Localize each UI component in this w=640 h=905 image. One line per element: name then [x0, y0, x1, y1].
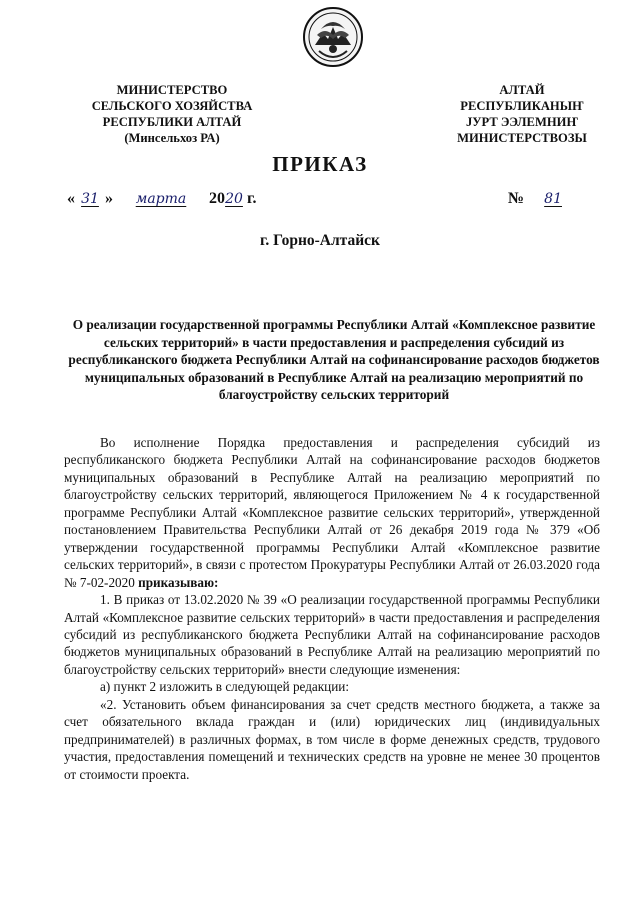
order-number-label: №: [508, 190, 525, 207]
header-right-line-1: АЛТАЙ: [499, 83, 545, 97]
date-month: марта: [135, 191, 187, 207]
date-year-suffix: 20: [225, 191, 243, 207]
order-number: [508, 190, 578, 208]
header-left-line-1: МИНИСТЕРСТВО: [116, 83, 228, 97]
header-right-line-4: МИНИСТЕРСТВОЗЫ: [457, 131, 587, 145]
date-year-prefix: 20: [209, 190, 225, 207]
body-paragraph-item-1: 1. В приказ от 13.02.2020 № 39 «О реализации государственной программы Республики Алтай «Комплексное развитие сельских территорий» в части предоставления и распределения субсидий из республиканского бюджета Республики Алтай на софинансирование расходов бюджетов муниципальных образований в Республике Алтай на реализацию мероприятий по благоустройству сельских территорий» внести следующие изменения:: [64, 592, 600, 677]
order-command: приказываю:: [138, 574, 219, 590]
date-open-quote: «: [67, 190, 75, 207]
header-right-line-2: РЕСПУБЛИКАНЫҤ: [460, 99, 584, 113]
body-paragraph-preamble: [64, 434, 600, 591]
preamble-text: Во исполнение Порядка предоставления и распределения субсидий из республиканского бюджета Республики Алтай на софинансирование расходов бюджетов муниципальных образований в Республике Алтай на реализацию мероприятий по благоустройству сельских территорий, являющегося Приложением № 4 к государственной программе Республики Алтай «Комплексное развитие сельских территорий», утвержденной постановлением Правительства Республики Алтай от 26 декабря 2019 года № 379 «Об утверждении государственной программы Республики Алтай «Комплексное развитие сельских территорий», в связи с протестом Прокуратуры Республики Алтай от 26.03.2020 года № 7-02-2020: [64, 435, 600, 590]
header-right-line-3: ЈУРТ ЭЭЛЕМНИҤ: [465, 115, 579, 129]
body-paragraph-subitem-a: а) пункт 2 изложить в следующей редакции:: [100, 679, 350, 695]
document-title: ПРИКАЗ: [272, 152, 368, 176]
header-left-line-4: (Минсельхоз РА): [124, 131, 220, 145]
date-year-unit: г.: [247, 190, 257, 207]
city-line: г. Горно-Алтайск: [260, 232, 380, 249]
date-close-quote: »: [105, 190, 113, 207]
order-number-value: 81: [544, 191, 562, 207]
date-day: 31: [81, 191, 99, 207]
ministry-header-altai: [412, 82, 632, 146]
coat-of-arms-emblem: [301, 5, 365, 69]
order-body: [64, 434, 600, 783]
body-paragraph-clause-2: «2. Установить объем финансирования за счет средств местного бюджета, а также за счет обязательного вклада граждан и (или) юридических лиц (индивидуальных предпринимателей) в различных формах, в том числе в форме денежных средств, трудового участия, предоставления помещений и технических средств на уровне не менее 30 процентов от стоимости проекта.: [64, 696, 600, 782]
ministry-header-russian: [62, 82, 282, 146]
header-left-line-3: РЕСПУБЛИКИ АЛТАЙ: [102, 115, 242, 129]
order-subject-heading: О реализации государственной программы Республики Алтай «Комплексное развитие сельских территорий» в части предоставления и распределения субсидий из республиканского бюджета Республики Алтай на софинансирование расходов бюджетов муниципальных образований в Республике Алтай на реализацию мероприятий по благоустройству сельских территорий: [68, 317, 600, 402]
header-left-line-2: СЕЛЬСКОГО ХОЗЯЙСТВА: [91, 99, 253, 113]
order-date: [67, 190, 256, 208]
